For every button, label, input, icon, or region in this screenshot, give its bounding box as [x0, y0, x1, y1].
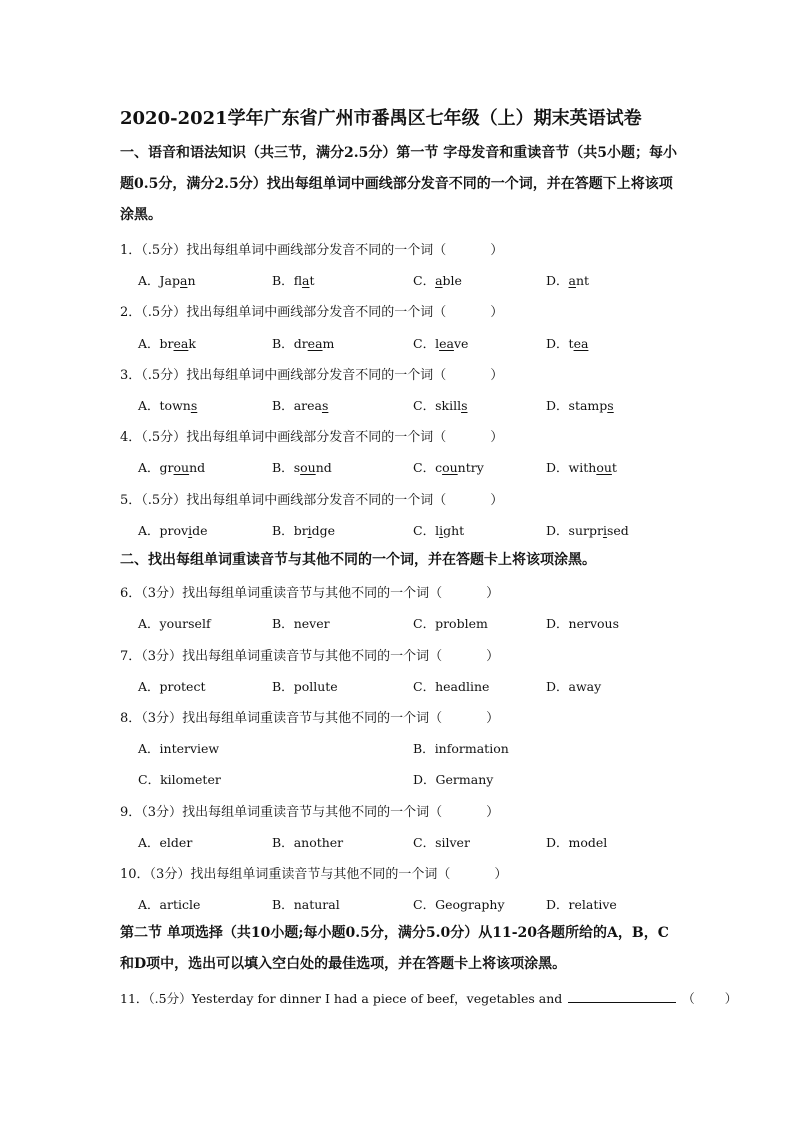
option-5a[interactable]: A．provide: [138, 523, 208, 538]
option-9b[interactable]: B．another: [272, 835, 344, 850]
option-4a[interactable]: A．ground: [138, 460, 206, 475]
option-8b[interactable]: B．information: [413, 741, 509, 756]
section2-heading: 第二节 单项选择（共10小题;每小题0.5分，满分5.0分）从11-20各题所给的A，B，C和D项中，选出可以填入空白处的最佳选项，并在答题卡上将该项涂黑。: [120, 925, 669, 972]
question-5: 5．（.5分）找出每组单词中画线部分发音不同的一个词（ ）: [120, 493, 504, 508]
question-1: 1．（.5分）找出每组单词中画线部分发音不同的一个词（ ）: [120, 243, 504, 258]
question-6: 6．（3分）找出每组单词重读音节与其他不同的一个词（ ）: [120, 586, 500, 601]
answer-blank[interactable]: [568, 992, 676, 1003]
option-7d[interactable]: D．away: [546, 679, 602, 694]
question-7: 7．（3分）找出每组单词重读音节与其他不同的一个词（ ）: [120, 649, 500, 664]
option-4d[interactable]: D．without: [546, 460, 617, 475]
option-2a[interactable]: A．break: [138, 336, 196, 351]
option-10c[interactable]: C．Geography: [413, 897, 505, 912]
option-2c[interactable]: C．leave: [413, 336, 469, 351]
option-2d[interactable]: D．tea: [546, 336, 589, 351]
part1-heading: 一、语音和语法知识（共三节，满分2.5分）第一节 字母发音和重读音节（共5小题；每小题0.5分，满分2.5分）找出每组单词中画线部分发音不同的一个词，并在答题下上将该项涂黑。: [120, 145, 677, 223]
option-6a[interactable]: A．yourself: [138, 616, 211, 631]
question-11: 11．（.5分）Yesterday for dinner I had a piece of beef，vegetables and （ ）: [120, 991, 738, 1006]
option-9c[interactable]: C．silver: [413, 835, 470, 850]
option-6d[interactable]: D．nervous: [546, 616, 620, 631]
option-3d[interactable]: D．stamps: [546, 398, 614, 413]
option-4b[interactable]: B．sound: [272, 460, 332, 475]
option-1c[interactable]: C．able: [413, 273, 462, 288]
option-1b[interactable]: B．flat: [272, 273, 315, 288]
option-10b[interactable]: B．natural: [272, 897, 340, 912]
question-8: 8．（3分）找出每组单词重读音节与其他不同的一个词（ ）: [120, 711, 500, 726]
option-9d[interactable]: D．model: [546, 835, 608, 850]
question-10: 10．（3分）找出每组单词重读音节与其他不同的一个词（ ）: [120, 867, 508, 882]
option-7b[interactable]: B．pollute: [272, 679, 338, 694]
question-9: 9．（3分）找出每组单词重读音节与其他不同的一个词（ ）: [120, 805, 500, 820]
option-6b[interactable]: B．never: [272, 616, 330, 631]
option-10d[interactable]: D．relative: [546, 897, 617, 912]
option-5b[interactable]: B．bridge: [272, 523, 336, 538]
part2-heading: 二、找出每组单词重读音节与其他不同的一个词，并在答题卡上将该项涂黑。: [120, 552, 596, 568]
option-6c[interactable]: C．problem: [413, 616, 488, 631]
option-7c[interactable]: C．headline: [413, 679, 490, 694]
option-5c[interactable]: C．light: [413, 523, 465, 538]
question-4: 4．（.5分）找出每组单词中画线部分发音不同的一个词（ ）: [120, 430, 504, 445]
option-4c[interactable]: C．country: [413, 460, 484, 475]
option-3a[interactable]: A．towns: [138, 398, 198, 413]
question-3: 3．（.5分）找出每组单词中画线部分发音不同的一个词（ ）: [120, 368, 504, 383]
option-8c[interactable]: C．kilometer: [138, 772, 221, 787]
option-3c[interactable]: C．skills: [413, 398, 468, 413]
question-2: 2．（.5分）找出每组单词中画线部分发音不同的一个词（ ）: [120, 305, 504, 320]
option-10a[interactable]: A．article: [138, 897, 201, 912]
option-1d[interactable]: D．ant: [546, 273, 590, 288]
option-9a[interactable]: A．elder: [138, 835, 193, 850]
option-8d[interactable]: D．Germany: [413, 772, 494, 787]
option-2b[interactable]: B．dream: [272, 336, 335, 351]
option-1a[interactable]: A．Japan: [138, 273, 196, 288]
option-7a[interactable]: A．protect: [138, 679, 206, 694]
option-3b[interactable]: B．areas: [272, 398, 329, 413]
page-title: 2020-2021学年广东省广州市番禺区七年级（上）期末英语试卷: [120, 108, 642, 129]
option-8a[interactable]: A．interview: [138, 741, 220, 756]
option-5d[interactable]: D．surprised: [546, 523, 629, 538]
